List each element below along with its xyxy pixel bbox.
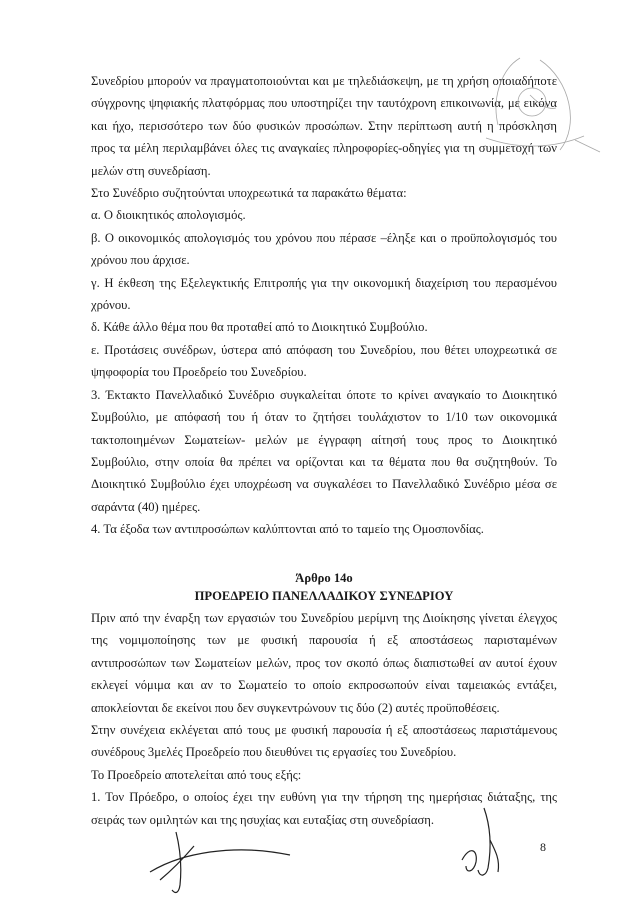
paragraph: α. Ο διοικητικός απολογισμός. [91,208,246,223]
article-number: Άρθρο 14ο [295,571,353,585]
paragraph: ε. Προτάσεις συνέδρων, ύστερα από απόφαση του Συνεδρίου, που θέτει υποχρεωτικά σε ψηφοφορία του Προεδρείο του Συνεδρίου. [91,342,557,380]
paragraph: β. Ο οικονομικός απολογισμός του χρόνου που πέρασε –έληξε και ο προϋπολογισμός του χρόνου που άρχισε. [91,230,557,268]
signature-right [462,808,499,875]
paragraph: 1. Τον Πρόεδρο, ο οποίος έχει την ευθύνη για την τήρηση της ημερήσιας διάταξης, της σειράς των ομιλητών και της ησυχίας και ευταξίας στη συνεδρίαση. [91,790,557,827]
paragraph: 4. Τα έξοδα των αντιπροσώπων καλύπτονται από το ταμείο της Ομοσπονδίας. [91,522,484,537]
stamp-seal [486,58,600,152]
paragraph: Πριν από την έναρξη των εργασιών του Συνεδρίου μερίμνη της Διοίκησης γίνεται έλεγχος της νομιμοποίησης των με φυσική παρουσία ή εξ αποστάσεως παρισταμένων αντιπροσώπων των Σωματείων μελών, προς τον σκοπό όπως διαπιστωθεί αν αυτοί έχουν εκλεγεί νόμιμα και αν το Σωματείο το οποίο εκπροσωπούν είναι ταμειακώς εντάξει, αποκλείονται δε εκείνοι που δεν συγκεντρώνουν τις δύο (2) αυτές προϋποθέσεις. [91,611,557,715]
paragraph: γ. Η έκθεση της Εξελεγκτικής Επιτροπής για την οικονομική διαχείριση του περασμένου χρόνου. [91,275,557,313]
page-number: 8 [540,840,546,854]
paragraph: Το Προεδρείο αποτελείται από τους εξής: [91,767,302,782]
paragraph: 3. Έκτακτο Πανελλαδικό Συνέδριο συγκαλείται όποτε το κρίνει αναγκαίο το Διοικητικό Συμβούλιο, με απόφασή του ή όταν το ζητήσει τουλάχιστον το 1/10 των οικονομικά τακτοποιημένων Σωματείων- μελών με έγγραφη αίτησή τους προς το Διοικητικό Συμβούλιο, στην οποία θα πρέπει να ορίζονται και τα θέματα που θα συζητηθούν. Το Διοικητικό Συμβούλιο έχει υποχρέωση να συγκαλέσει το Πανελλαδικό Συνέδριο μέσα σε σαράντα (40) ημέρες. [91,387,557,514]
paragraph: Στο Συνέδριο συζητούνται υποχρεωτικά τα παρακάτω θέματα: [91,186,407,201]
paragraph: δ. Κάθε άλλο θέμα που θα προταθεί από το Διοικητικό Συμβούλιο. [91,320,428,335]
signature-left [150,832,290,892]
article-title: ΠΡΟΕΔΡΕΙΟ ΠΑΝΕΛΛΑΔΙΚΟΥ ΣΥΝΕΔΡΙΟΥ [194,589,454,603]
paragraph: Συνεδρίου μπορούν να πραγματοποιούνται και με τηλεδιάσκεψη, με τη χρήση οποιαδήποτε σύγχρονης ψηφιακής πλατφόρμας που υποστηρίζει την ταυτόχρονη επικοινωνία, με εικόνα και ήχο, περισσότερο των δύο φυσικών προσώπων. Στην περίπτωση αυτή η πρόσκληση προς τα μέλη περιλαμβάνει όλες τις αναγκαίες πληροφορίες-οδηγίες για τη συμμετοχή των μελών στη συνεδρίαση. [91,74,557,178]
paragraph: Στην συνέχεια εκλέγεται από τους με φυσική παρουσία ή εξ αποστάσεως παριστάμενους συνέδρους 3μελές Προεδρείο που διευθύνει τις εργασίες του Συνεδρίου. [91,723,557,760]
